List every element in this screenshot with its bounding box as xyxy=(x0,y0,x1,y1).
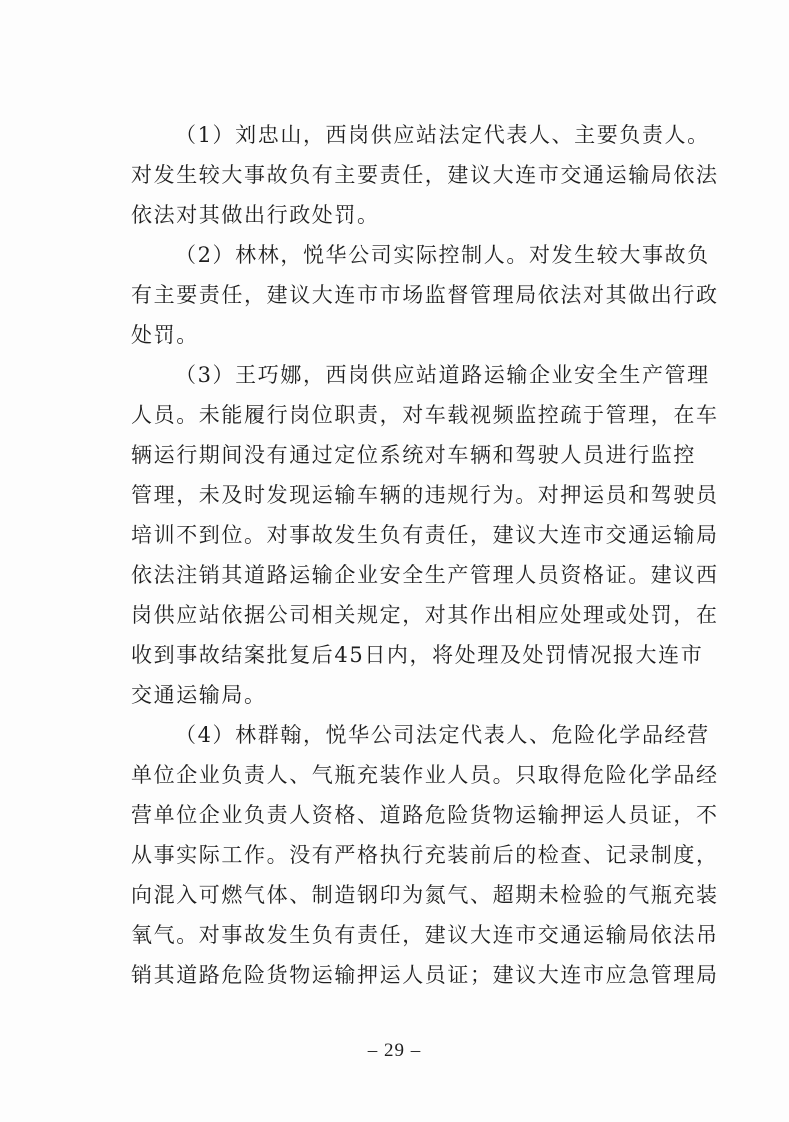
paragraph-3-line-8: 收到事故结案批复后45日内，将处理及处罚情况报大连市 xyxy=(131,643,704,667)
paragraph-4-line-3: 营单位企业负责人资格、道路危险货物运输押运人员证，不 xyxy=(131,803,719,827)
paragraph-3-line-6: 依法注销其道路运输企业安全生产管理人员资格证。建议西 xyxy=(131,563,719,587)
paragraph-4-line-4: 从事实际工作。没有严格执行充装前后的检查、记录制度， xyxy=(131,843,719,867)
paragraph-1-line-2: 对发生较大事故负有主要责任，建议大连市交通运输局依法 xyxy=(131,163,719,187)
paragraph-4-line-5: 向混入可燃气体、制造钢印为氮气、超期未检验的气瓶充装 xyxy=(131,883,719,907)
body-text xyxy=(131,116,719,996)
paragraph-3-line-3: 辆运行期间没有通过定位系统对车辆和驾驶人员进行监控 xyxy=(131,443,696,467)
paragraph-4-line-1: （4）林群翰，悦华公司法定代表人、危险化学品经营 xyxy=(175,723,710,747)
paragraph-1-line-1: （1）刘忠山，西岗供应站法定代表人、主要负责人。 xyxy=(175,123,710,147)
paragraph-2-line-3: 处罚。 xyxy=(131,323,199,347)
page-number: – 29 – xyxy=(367,1040,422,1061)
paragraph-1-line-3: 依法对其做出行政处罚。 xyxy=(131,203,380,227)
paragraph-3-line-5: 培训不到位。对事故发生负有责任，建议大连市交通运输局 xyxy=(131,523,719,547)
paragraph-3-line-2: 人员。未能履行岗位职责，对车载视频监控疏于管理，在车 xyxy=(131,403,719,427)
paragraph-4-line-2: 单位企业负责人、气瓶充装作业人员。只取得危险化学品经 xyxy=(131,763,719,787)
paragraph-3-line-9: 交通运输局。 xyxy=(131,683,267,707)
paragraph-2-line-2: 有主要责任，建议大连市市场监督管理局依法对其做出行政 xyxy=(131,283,719,307)
paragraph-3-line-1: （3）王巧娜，西岗供应站道路运输企业安全生产管理 xyxy=(175,363,710,387)
paragraph-3-line-7: 岗供应站依据公司相关规定，对其作出相应处理或处罚，在 xyxy=(131,603,719,627)
paragraph-2-line-1: （2）林林，悦华公司实际控制人。对发生较大事故负 xyxy=(175,243,710,267)
paragraph-4-line-7: 销其道路危险货物运输押运人员证；建议大连市应急管理局 xyxy=(131,963,719,987)
paragraph-3-line-4: 管理，未及时发现运输车辆的违规行为。对押运员和驾驶员 xyxy=(131,483,719,507)
paragraph-4-line-6: 氧气。对事故发生负有责任，建议大连市交通运输局依法吊 xyxy=(131,923,719,947)
